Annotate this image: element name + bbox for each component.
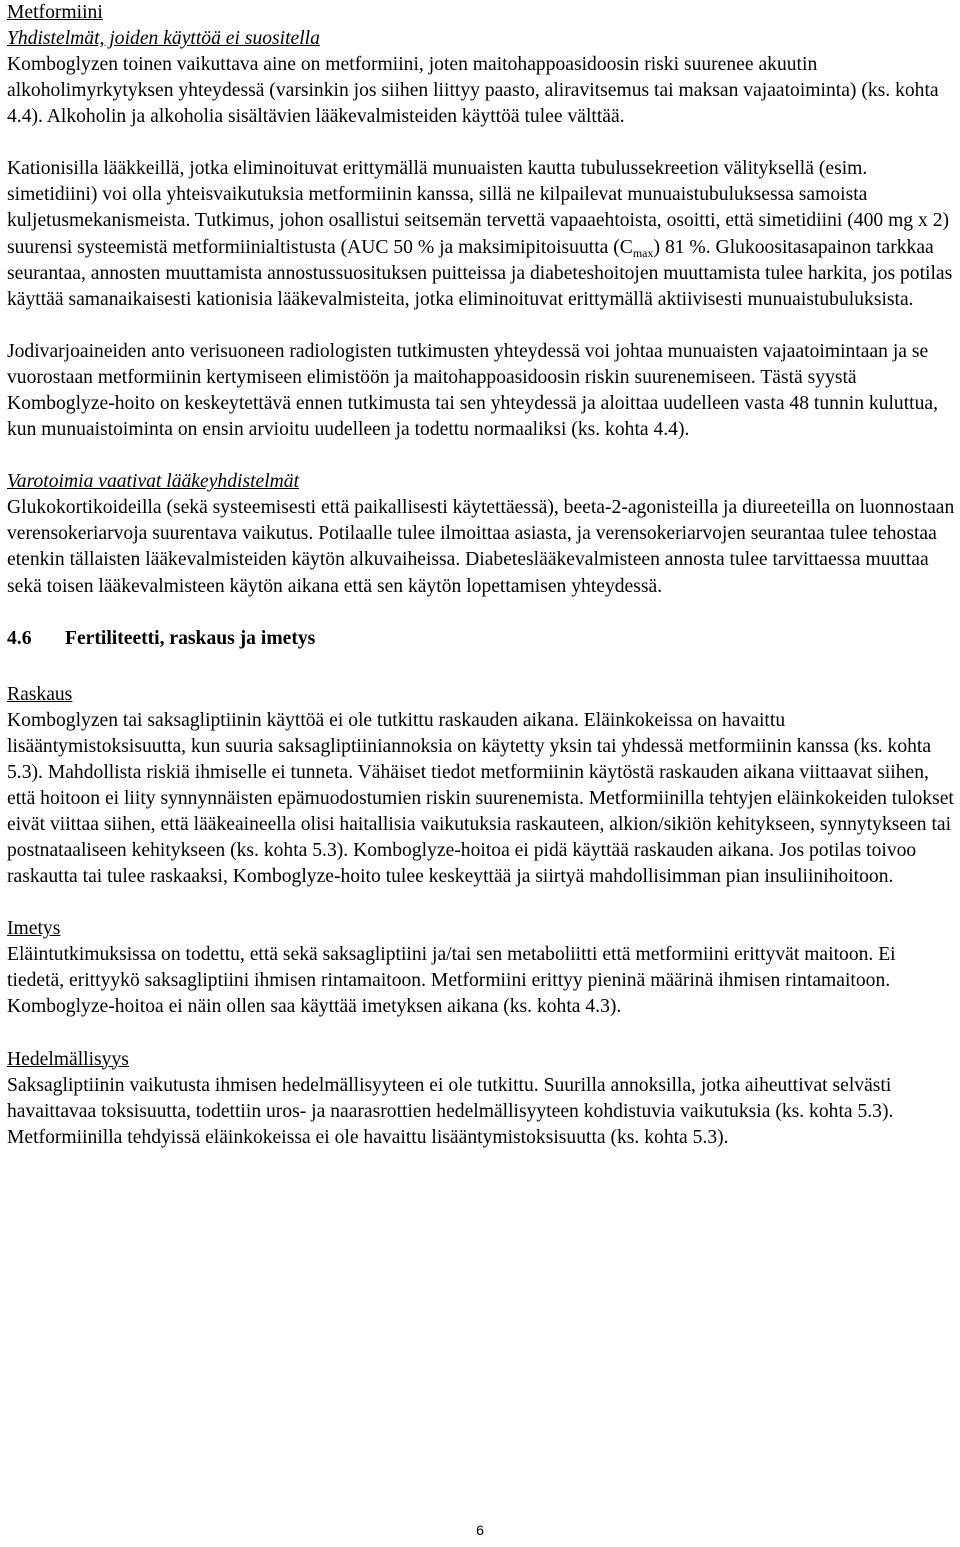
paragraph-jodivarjoaineet: Jodivarjoaineiden anto verisuoneen radiologisten tutkimusten yhteydessä voi johtaa munuaisten vajaatoimintaan ja se vuorostaan metformiinin kertymiseen elimistöön ja maitohappoasidoosin riskin suurenemiseen. Tästä syystä Komboglyze-hoito on keskeytettävä ennen tutkimusta tai sen yhteydessä ja aloittaa uudelleen vasta 48 tunnin kuluttua, kun munuaistoiminta on ensin arvioitu uudelleen ja todettu normaaliksi (ks. kohta 4.4). bbox=[7, 340, 939, 441]
section-heading-metformiini: Metformiini bbox=[7, 2, 103, 23]
paragraph-hedelmallisyys: Saksagliptiinin vaikutusta ihmisen hedelmällisyyteen ei ole tutkittu. Suurilla annoksilla, jotka aiheuttivat selvästi havaittavaa toksisuutta, todettiin uros- ja naarasrottien hedelmällisyyteen kohdistuvia vaikutuksia (ks. kohta 5.3). Metformiinilla tehdyissä eläinkokeissa ei ole havaittu lisääntymistoksisuutta (ks. kohta 5.3). bbox=[7, 1074, 894, 1148]
paragraph-alkoholi: Komboglyzen toinen vaikuttava aine on metformiini, joten maitohappoasidoosin riski suurenee akuutin alkoholimyrkytyksen yhteydessä (varsinkin jos siihen liittyy paasto, aliravitsemus tai maksan vajaatoiminta) (ks. kohta 4.4). Alkoholin ja alkoholia sisältävien lääkevalmisteiden käyttöä tulee välttää. bbox=[7, 54, 939, 128]
paragraph-kationiset-part2: ) 81 %. Glukoositasapainon tarkkaa seurantaa, annosten muuttamista annostussuosituksen puitteissa ja diabeteshoitojen muuttamista tulee harkita, jos potilas käyttää samanaikaisesti kationisia lääkevalmisteita, jotka eliminoituvat erittymällä aktiivisesti munuaistubuluksista. bbox=[7, 236, 953, 310]
subheading-hedelmallisyys: Hedelmällisyys bbox=[7, 1048, 129, 1070]
paragraph-kationiset-part1: Kationisilla lääkkeillä, jotka eliminoituvat erittymällä munuaisten kautta tubulussekreetion välityksellä (esim. simetidiini) voi olla yhteisvaikutuksia metformiinin kanssa, sillä ne kilpailevat munuaistubuluksessa samoista kuljetusmekanismeista. Tutkimus, johon osallistui seitsemän tervettä vapaaehtoista, osoitti, että simetidiini (400 mg x 2) suurensi systeemistä metformiinialtistusta (AUC 50 % ja maksimipitoisuutta (C bbox=[7, 158, 950, 258]
subheading-imetys: Imetys bbox=[7, 918, 61, 940]
paragraph-kationiset bbox=[7, 156, 955, 313]
paragraph-imetys: Eläintutkimuksissa on todettu, että sekä saksagliptiini ja/tai sen metaboliitti että metformiini erittyvät maitoon. Ei tiedetä, erittyykö saksagliptiini ihmisen rintamaitoon. Metformiini erittyy pieninä määrinä ihmisen rintamaitoon. Komboglyze-hoitoa ei näin ollen saa käyttää imetyksen aikana (ks. kohta 4.3). bbox=[7, 944, 896, 1018]
paragraph-raskaus: Komboglyzen tai saksagliptiinin käyttöä ei ole tutkittu raskauden aikana. Eläinkokeissa on havaittu lisääntymistoksisuutta, kun suuria saksagliptiiniannoksia on käytetty yksin tai yhdessä metformiinin kanssa (ks. kohta 5.3). Mahdollista riskiä ihmiselle ei tunneta. Vähäiset tiedot metformiinin käytöstä raskauden aikana viittaavat siihen, että hoitoon ei liity synnynnäisten epämuodostumien riskin suurenemista. Metformiinilla tehtyjen eläinkokeiden tulokset eivät viittaa siihen, että lääkeaineella olisi haitallisia vaikutuksia raskauteen, alkion/sikiön kehitykseen, synnytykseen tai postnataaliseen kehitykseen (ks. kohta 5.3). Komboglyze-hoitoa ei pidä käyttää raskauden aikana. Jos potilas toivoo raskautta tai tulee raskaaksi, Komboglyze-hoito tulee keskeyttää ja siirtyä mahdollisimman pian insuliinihoitoon. bbox=[7, 709, 954, 888]
section-title: Fertiliteetti, raskaus ja imetys bbox=[65, 627, 316, 649]
section-title-4-6 bbox=[7, 626, 955, 652]
document-page bbox=[7, 0, 955, 1151]
section-number: 4.6 bbox=[7, 627, 32, 649]
page-number: 6 bbox=[476, 1522, 484, 1538]
cmax-subscript: max bbox=[632, 245, 654, 260]
subheading-yhdistelmat: Yhdistelmät, joiden käyttöä ei suositella bbox=[7, 28, 320, 49]
subheading-raskaus: Raskaus bbox=[7, 683, 73, 705]
subheading-varotoimia: Varotoimia vaativat lääkeyhdistelmät bbox=[7, 471, 300, 493]
paragraph-glukokortikoidit: Glukokortikoideilla (sekä systeemisesti että paikallisesti käytettäessä), beeta-2-agonisteilla ja diureeteilla on luonnostaan verensokeriarvoja suurentava vaikutus. Potilaalle tulee ilmoittaa asiasta, ja verensokeriarvojen seurantaa tulee tehostaa etenkin tällaisten lääkevalmisteiden käytön alkuvaiheissa. Diabeteslääkevalmisteen annosta tulee tarvittaessa muuttaa sekä toisen lääkevalmisteen käytön aikana että sen käytön lopettamisen yhteydessä. bbox=[7, 497, 955, 597]
